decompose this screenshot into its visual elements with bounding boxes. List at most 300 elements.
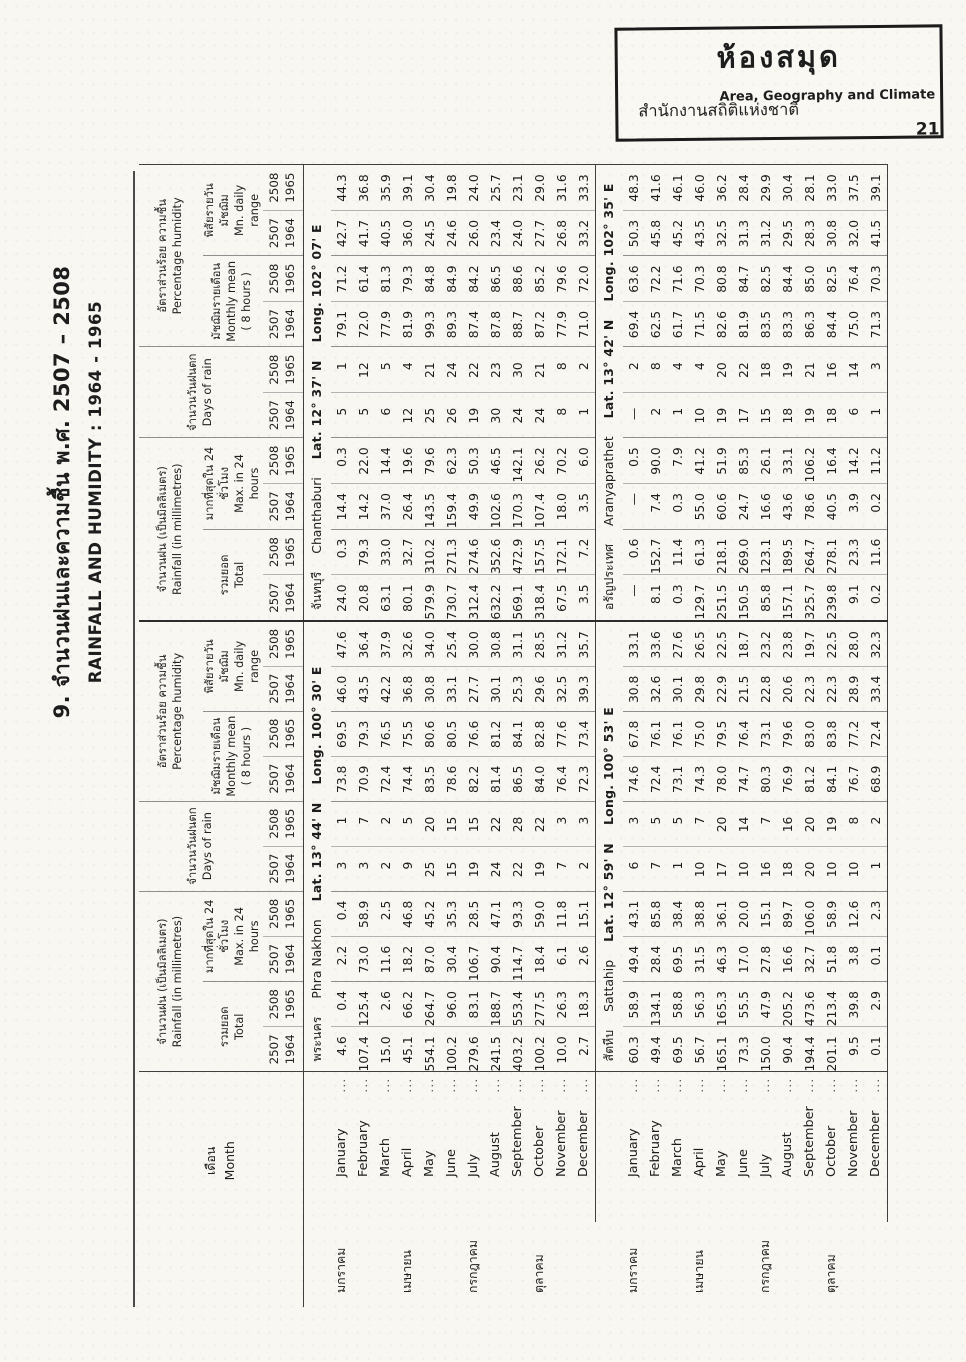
year-header: 2507 1964 xyxy=(263,846,304,891)
station-name-en: Phra Nakhon xyxy=(308,919,324,999)
leader-dots: ... xyxy=(648,1077,662,1093)
year-header: 2507 1964 xyxy=(263,666,304,711)
value-cell: 1 xyxy=(667,846,689,891)
value-cell: 71.3 xyxy=(865,301,888,346)
value-cell: 32.5 xyxy=(711,210,733,255)
value-cell: 76.4 xyxy=(843,256,865,301)
value-cell: 8 xyxy=(551,392,573,437)
value-cell: 83.1 xyxy=(463,982,485,1027)
value-cell: 30.4 xyxy=(441,936,463,981)
value-cell: 579.9 xyxy=(419,575,441,621)
value-cell: 72.4 xyxy=(865,711,888,756)
value-cell: 80.6 xyxy=(419,711,441,756)
value-cell: 84.9 xyxy=(441,256,463,301)
value-cell: 73.1 xyxy=(755,711,777,756)
month-data-row xyxy=(419,165,441,1307)
value-cell: 33.3 xyxy=(573,165,596,211)
value-cell: 0.2 xyxy=(865,484,888,530)
monthly-mean-header-1: มัชฌิมรายเดือน Monthly mean ( 8 hours ) xyxy=(203,711,263,801)
quarter-label xyxy=(441,1222,463,1307)
value-cell: 86.5 xyxy=(507,756,529,801)
value-cell: 32.0 xyxy=(843,210,865,255)
month-data-row xyxy=(843,165,865,1307)
value-cell: 79.6 xyxy=(777,711,799,756)
value-cell: 188.7 xyxy=(485,982,507,1027)
value-cell: 30.8 xyxy=(623,666,645,711)
value-cell: 1 xyxy=(573,392,596,437)
value-cell: 22.3 xyxy=(799,666,821,711)
value-cell: 31.2 xyxy=(551,621,573,666)
value-cell: 2.2 xyxy=(331,936,353,981)
value-cell: 632.2 xyxy=(485,575,507,621)
value-cell: 72.4 xyxy=(645,756,667,801)
value-cell: 0.5 xyxy=(623,438,645,484)
value-cell: 58.8 xyxy=(667,982,689,1027)
value-cell: 30 xyxy=(485,392,507,437)
value-cell: 2 xyxy=(865,801,888,846)
value-cell: 106.2 xyxy=(799,438,821,484)
value-cell: 18.3 xyxy=(573,982,596,1027)
value-cell: 279.6 xyxy=(463,1027,485,1072)
month-data-row xyxy=(755,165,777,1307)
value-cell: 33.4 xyxy=(865,666,888,711)
value-cell: 3 xyxy=(551,801,573,846)
value-cell: 9.5 xyxy=(843,1027,865,1072)
quarter-label xyxy=(353,1222,375,1307)
value-cell: 15 xyxy=(463,801,485,846)
value-cell: 20 xyxy=(799,846,821,891)
value-cell: 20.0 xyxy=(733,891,755,936)
month-data-row xyxy=(777,165,799,1307)
value-cell: 28.9 xyxy=(843,666,865,711)
value-cell: 2.5 xyxy=(375,891,397,936)
station-block-phra-nakhon-chanthaburi xyxy=(303,165,595,1307)
month-data-row xyxy=(507,165,529,1307)
value-cell: 71.6 xyxy=(667,256,689,301)
station-long: Long. 100° 53' E xyxy=(600,706,616,826)
value-cell: 18 xyxy=(777,392,799,437)
rainfall-humidity-table xyxy=(139,164,888,1307)
value-cell: 152.7 xyxy=(645,529,667,575)
month-label: December ... xyxy=(865,1072,888,1222)
value-cell: 29.8 xyxy=(689,666,711,711)
value-cell: 27.7 xyxy=(529,210,551,255)
value-cell: 39.8 xyxy=(843,982,865,1027)
value-cell: 6.0 xyxy=(573,438,596,484)
month-label: September ... xyxy=(802,1077,818,1177)
value-cell: 42.2 xyxy=(375,666,397,711)
value-cell: 213.4 xyxy=(821,982,843,1027)
value-cell: 29.0 xyxy=(529,165,551,211)
value-cell: 114.7 xyxy=(507,936,529,981)
value-cell: 34.0 xyxy=(419,621,441,666)
value-cell: 93.3 xyxy=(507,891,529,936)
value-cell: 30.4 xyxy=(419,165,441,211)
value-cell: 24 xyxy=(485,846,507,891)
value-cell: 6.1 xyxy=(551,936,573,981)
quarter-label xyxy=(733,1222,755,1307)
value-cell: 36.1 xyxy=(711,891,733,936)
value-cell: 2.6 xyxy=(375,982,397,1027)
value-cell: 81.4 xyxy=(485,756,507,801)
value-cell: 73.4 xyxy=(573,711,596,756)
value-cell: 24.7 xyxy=(733,484,755,530)
value-cell: 278.1 xyxy=(821,529,843,575)
value-cell: 84.7 xyxy=(733,256,755,301)
month-label: July ... xyxy=(466,1077,482,1177)
year-header: 2508 1965 xyxy=(263,347,304,392)
month-label: August ... xyxy=(488,1077,504,1177)
value-cell: 3.9 xyxy=(843,484,865,530)
value-cell: 5 xyxy=(353,392,375,437)
value-cell: 28.5 xyxy=(529,621,551,666)
quarter-label: เมษายน xyxy=(692,1250,707,1293)
quarter-label xyxy=(485,1222,507,1307)
value-cell: 37.5 xyxy=(843,165,865,211)
value-cell: 28 xyxy=(507,801,529,846)
value-cell: 8 xyxy=(645,347,667,392)
month-label: November ... xyxy=(846,1077,862,1177)
value-cell: 18.7 xyxy=(733,621,755,666)
max-24h-header-1: มากที่สุดใน 24 ชั่วโมง Max. in 24 hours xyxy=(203,891,263,981)
station-cell xyxy=(303,621,331,1072)
value-cell: 80.5 xyxy=(441,711,463,756)
value-cell: 30.1 xyxy=(485,666,507,711)
value-cell: 134.1 xyxy=(645,982,667,1027)
value-cell: 69.5 xyxy=(667,936,689,981)
value-cell: 22 xyxy=(507,846,529,891)
value-cell: 33.6 xyxy=(645,621,667,666)
value-cell: 81.2 xyxy=(799,756,821,801)
value-cell: 60.3 xyxy=(623,1027,645,1072)
value-cell: 45.2 xyxy=(667,210,689,255)
leader-dots: ... xyxy=(356,1077,370,1093)
leader-dots: ... xyxy=(510,1077,524,1093)
value-cell: 2 xyxy=(375,801,397,846)
value-cell: 72.2 xyxy=(645,256,667,301)
value-cell: 352.6 xyxy=(485,529,507,575)
value-cell: 264.7 xyxy=(419,982,441,1027)
month-column-spacer xyxy=(303,1072,331,1222)
value-cell: 11.8 xyxy=(551,891,573,936)
title-english: RAINFALL AND HUMIDITY : 1964 - 1965 xyxy=(86,300,105,684)
value-cell: 2.6 xyxy=(573,936,596,981)
value-cell: 25 xyxy=(419,846,441,891)
value-cell: 79.3 xyxy=(353,711,375,756)
value-cell: 58.9 xyxy=(623,982,645,1027)
value-cell: 129.7 xyxy=(689,575,711,621)
days-of-rain-header-2: จำนวนวันฝนตก Days of rain xyxy=(139,347,263,438)
month-column-spacer xyxy=(595,1072,623,1222)
month-label: September ... xyxy=(510,1077,526,1177)
value-cell: 15 xyxy=(755,392,777,437)
value-cell: 43.5 xyxy=(689,210,711,255)
value-cell: 403.2 xyxy=(507,1027,529,1072)
value-cell: 77.6 xyxy=(551,711,573,756)
value-cell: 24 xyxy=(529,392,551,437)
value-cell: 19 xyxy=(821,801,843,846)
value-cell: 32.6 xyxy=(645,666,667,711)
station-name-th: จันทบุรี xyxy=(308,571,324,611)
value-cell: 76.1 xyxy=(667,711,689,756)
value-cell: 45.2 xyxy=(419,891,441,936)
value-cell: 1 xyxy=(865,392,888,437)
value-cell: 21 xyxy=(799,347,821,392)
leader-dots: ... xyxy=(378,1077,392,1093)
value-cell: 55.5 xyxy=(733,982,755,1027)
value-cell: 45.8 xyxy=(645,210,667,255)
station-block-sattahip-aranyaprathet xyxy=(595,165,887,1307)
value-cell: 264.7 xyxy=(799,529,821,575)
value-cell: 20 xyxy=(711,347,733,392)
value-cell: 0.4 xyxy=(331,982,353,1027)
value-cell: 27.7 xyxy=(463,666,485,711)
value-cell: 55.0 xyxy=(689,484,711,530)
value-cell: 47.1 xyxy=(485,891,507,936)
value-cell: 84.0 xyxy=(529,756,551,801)
value-cell: 84.8 xyxy=(419,256,441,301)
value-cell: 5 xyxy=(375,347,397,392)
table-header xyxy=(139,165,303,1307)
value-cell: 46.8 xyxy=(397,891,419,936)
value-cell: 172.1 xyxy=(551,529,573,575)
value-cell: 107.4 xyxy=(529,484,551,530)
monthly-mean-header-2: มัชฌิมรายเดือน Monthly mean ( 8 hours ) xyxy=(203,256,263,347)
value-cell: 5 xyxy=(667,801,689,846)
station-long: Long. 100° 30' E xyxy=(308,666,324,785)
value-cell: 28.0 xyxy=(843,621,865,666)
value-cell: 66.2 xyxy=(397,982,419,1027)
leader-dots: ... xyxy=(780,1077,794,1093)
value-cell: 72.3 xyxy=(573,756,596,801)
quarter-label: ตุลาคม xyxy=(824,1254,839,1293)
value-cell: 0.6 xyxy=(623,529,645,575)
value-cell: 76.4 xyxy=(551,756,573,801)
value-cell: 19 xyxy=(711,392,733,437)
table-top-rule xyxy=(133,171,135,1307)
value-cell: 106.0 xyxy=(799,891,821,936)
year-header: 2508 1965 xyxy=(263,801,304,846)
value-cell: 39.1 xyxy=(865,165,888,211)
month-column-header xyxy=(139,1072,303,1307)
month-data-row xyxy=(573,165,596,1307)
value-cell: 142.1 xyxy=(507,438,529,484)
value-cell: 88.7 xyxy=(507,301,529,346)
stamp-title: ห้องสมุด xyxy=(716,39,842,75)
value-cell: 72.0 xyxy=(353,301,375,346)
value-cell: 143.5 xyxy=(419,484,441,530)
value-cell: 7.9 xyxy=(667,438,689,484)
value-cell: 22.5 xyxy=(821,621,843,666)
value-cell: 24.0 xyxy=(507,210,529,255)
margin-cell xyxy=(303,1222,331,1307)
month-data-row xyxy=(733,165,755,1307)
value-cell: 6 xyxy=(843,392,865,437)
value-cell: 78.6 xyxy=(799,484,821,530)
value-cell: 22 xyxy=(463,347,485,392)
value-cell: 25.4 xyxy=(441,621,463,666)
value-cell: 26.4 xyxy=(397,484,419,530)
value-cell: 74.6 xyxy=(623,756,645,801)
value-cell: 90.4 xyxy=(777,1027,799,1072)
value-cell: 165.3 xyxy=(711,982,733,1027)
value-cell: 6 xyxy=(623,846,645,891)
month-data-row xyxy=(689,165,711,1307)
value-cell: 30.0 xyxy=(463,621,485,666)
value-cell: 33.1 xyxy=(777,438,799,484)
value-cell: 79.1 xyxy=(331,301,353,346)
value-cell: 23.3 xyxy=(843,529,865,575)
value-cell: 24 xyxy=(441,347,463,392)
year-header: 2508 1965 xyxy=(263,621,304,666)
value-cell: 730.7 xyxy=(441,575,463,621)
value-cell: 30.8 xyxy=(419,666,441,711)
value-cell: 36.8 xyxy=(397,666,419,711)
station-name-th: อรัญประเทศ xyxy=(600,544,616,611)
value-cell: 19 xyxy=(777,347,799,392)
days-of-rain-header-1: จำนวนวันฝนตก Days of rain xyxy=(139,801,263,891)
value-cell: 20 xyxy=(799,801,821,846)
leader-dots: ... xyxy=(802,1077,816,1093)
value-cell: 76.4 xyxy=(733,711,755,756)
value-cell: 10.0 xyxy=(551,1027,573,1072)
value-cell: 12 xyxy=(397,392,419,437)
month-data-row xyxy=(623,165,645,1307)
quarter-label xyxy=(777,1222,799,1307)
month-data-row xyxy=(799,165,821,1307)
value-cell: 125.4 xyxy=(353,982,375,1027)
value-cell: 2 xyxy=(623,347,645,392)
station-name-th: พระนคร xyxy=(308,1016,324,1062)
month-data-row xyxy=(865,165,888,1307)
value-cell: 17 xyxy=(733,392,755,437)
month-data-row xyxy=(821,165,843,1307)
value-cell: 3 xyxy=(623,801,645,846)
quarter-label xyxy=(667,1222,689,1307)
value-cell: 32.3 xyxy=(865,621,888,666)
value-cell: 554.1 xyxy=(419,1027,441,1072)
value-cell: 23.4 xyxy=(485,210,507,255)
value-cell: 25.3 xyxy=(507,666,529,711)
rainfall-group-header-2: จำนวนฝน (เป็นมิลลิเมตร) Rainfall (in millimetres) xyxy=(139,438,203,621)
value-cell: 83.5 xyxy=(755,301,777,346)
value-cell: 19.6 xyxy=(397,438,419,484)
value-cell: 16.4 xyxy=(821,438,843,484)
leader-dots: ... xyxy=(626,1077,640,1093)
value-cell: 72.0 xyxy=(573,256,596,301)
value-cell: 3 xyxy=(353,846,375,891)
value-cell: 90.4 xyxy=(485,936,507,981)
value-cell: — xyxy=(623,392,645,437)
value-cell: 310.2 xyxy=(419,529,441,575)
value-cell: 78.0 xyxy=(711,756,733,801)
quarter-label: ตุลาคม xyxy=(532,1254,547,1293)
value-cell: 73.3 xyxy=(733,1027,755,1072)
value-cell: 40.5 xyxy=(821,484,843,530)
value-cell: 205.2 xyxy=(777,982,799,1027)
value-cell: 61.7 xyxy=(667,301,689,346)
month-label: February ... xyxy=(648,1077,664,1177)
station-long: Long. 102° 35' E xyxy=(600,183,616,302)
value-cell: 87.2 xyxy=(529,301,551,346)
value-cell: 16 xyxy=(821,347,843,392)
value-cell: 79.6 xyxy=(419,438,441,484)
value-cell: 32.7 xyxy=(397,529,419,575)
value-cell: 82.5 xyxy=(821,256,843,301)
value-cell: 26.3 xyxy=(551,982,573,1027)
value-cell: 87.0 xyxy=(419,936,441,981)
month-label: June ... xyxy=(736,1077,752,1177)
month-label: July ... xyxy=(758,1077,774,1177)
value-cell: 4.6 xyxy=(331,1027,353,1072)
value-cell: 1 xyxy=(667,392,689,437)
value-cell: 85.8 xyxy=(755,575,777,621)
year-header: 2507 1964 xyxy=(263,756,304,801)
year-header: 2507 1964 xyxy=(263,1027,304,1072)
value-cell: 3 xyxy=(865,347,888,392)
value-cell: 49.4 xyxy=(623,936,645,981)
value-cell: 472.9 xyxy=(507,529,529,575)
value-cell: 41.2 xyxy=(689,438,711,484)
rainfall-group-header-1: จำนวนฝน (เป็นมิลลิเมตร) Rainfall (in millimetres) xyxy=(139,891,203,1072)
month-label: January ... xyxy=(626,1077,642,1177)
value-cell: 47.6 xyxy=(331,621,353,666)
value-cell: 11.6 xyxy=(865,529,888,575)
value-cell: 73.8 xyxy=(331,756,353,801)
value-cell: 71.0 xyxy=(573,301,596,346)
value-cell: 61.3 xyxy=(689,529,711,575)
value-cell: 15.1 xyxy=(755,891,777,936)
value-cell: 88.6 xyxy=(507,256,529,301)
value-cell: 39.3 xyxy=(573,666,596,711)
value-cell: 74.4 xyxy=(397,756,419,801)
value-cell: 87.8 xyxy=(485,301,507,346)
leader-dots: ... xyxy=(334,1077,348,1093)
value-cell: 251.5 xyxy=(711,575,733,621)
value-cell: 77.9 xyxy=(375,301,397,346)
value-cell: 18.2 xyxy=(397,936,419,981)
value-cell: 23 xyxy=(485,347,507,392)
station-name-en: Aranyaprathet xyxy=(600,436,616,527)
month-label: January ... xyxy=(334,1077,350,1177)
value-cell: 18.0 xyxy=(551,484,573,530)
value-cell: 24.6 xyxy=(441,210,463,255)
value-cell: 15 xyxy=(441,801,463,846)
value-cell: 3 xyxy=(573,801,596,846)
value-cell: 0.3 xyxy=(331,529,353,575)
value-cell: 26.1 xyxy=(755,438,777,484)
value-cell: 7 xyxy=(689,801,711,846)
value-cell: 274.6 xyxy=(463,529,485,575)
month-data-row xyxy=(645,165,667,1307)
value-cell: 150.0 xyxy=(755,1027,777,1072)
month-label: May ... xyxy=(714,1077,730,1177)
year-header: 2508 1965 xyxy=(263,256,304,301)
value-cell: 70.3 xyxy=(865,256,888,301)
value-cell: 38.4 xyxy=(667,891,689,936)
station-cell xyxy=(303,165,331,621)
stamp-subtitle-english: Area, Geography and Climate xyxy=(719,87,936,105)
leader-dots: ... xyxy=(824,1077,838,1093)
value-cell: 277.5 xyxy=(529,982,551,1027)
quarter-label: กรกฎาคม xyxy=(758,1240,773,1293)
value-cell: 26 xyxy=(441,392,463,437)
value-cell: 19 xyxy=(529,846,551,891)
value-cell: 33.1 xyxy=(623,621,645,666)
year-header: 2507 1964 xyxy=(263,484,304,530)
quarter-label xyxy=(375,1222,397,1307)
value-cell: 60.6 xyxy=(711,484,733,530)
